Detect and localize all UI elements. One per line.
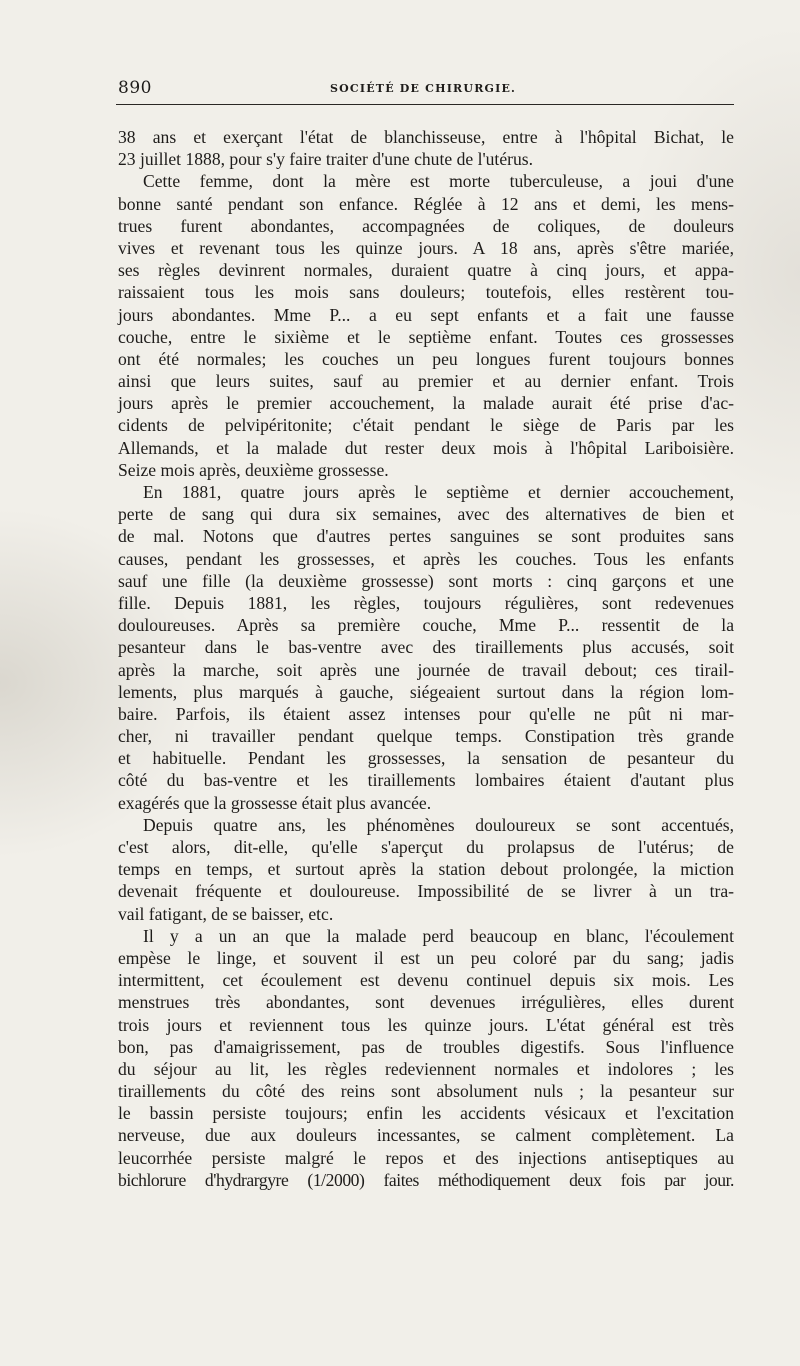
text-line: bon, pas d'amaigrissement, pas de troubles digestifs. Sous l'influence: [118, 1036, 734, 1057]
text-line: de mal. Notons que d'autres pertes sanguines se sont produites sans: [118, 526, 734, 547]
text-line: lements, plus marqués à gauche, siégeaient surtout dans la région lom-: [118, 681, 734, 702]
text-line: pesanteur dans le bas-ventre avec des tiraillements plus accusés, soit: [118, 637, 734, 658]
text-line: Seize mois après, deuxième grossesse.: [118, 459, 389, 480]
header-rule: [116, 104, 734, 105]
text-line: 23 juillet 1888, pour s'y faire traiter d'une chute de l'utérus.: [118, 149, 534, 170]
text-line: jours abondantes. Mme P... a eu sept enfants et a fait une fausse: [118, 304, 734, 325]
text-line: temps en temps, et surtout après la station debout prolongée, la miction: [118, 859, 734, 880]
body-text: [118, 126, 734, 1191]
text-line: baire. Parfois, ils étaient assez intenses pour qu'elle ne pût ni mar-: [118, 703, 734, 724]
text-line: bichlorure d'hydrargyre (1/2000) faites méthodiquement deux fois par jour.: [118, 1169, 734, 1190]
text-line: bonne santé pendant son enfance. Réglée à 12 ans et demi, les mens-: [118, 193, 734, 214]
text-line: jours après le premier accouchement, la malade aurait été prise d'ac-: [118, 393, 734, 414]
text-line: cidents de pelvipéritonite; c'était pendant le siège de Paris par les: [118, 415, 734, 436]
text-line: raissaient tous les mois sans douleurs; toutefois, elles restèrent tou-: [118, 282, 734, 303]
text-line: 38 ans et exerçant l'état de blanchisseuse, entre à l'hôpital Bichat, le: [118, 127, 734, 147]
text-line: côté du bas-ventre et les tiraillements lombaires étaient d'autant plus: [118, 770, 734, 791]
text-line: nerveuse, due aux douleurs incessantes, se calment complètement. La: [118, 1125, 734, 1146]
text-line: causes, pendant les grossesses, et après les couches. Tous les enfants: [118, 548, 734, 569]
text-line: ont été normales; les couches un peu longues furent toujours bonnes: [118, 348, 734, 369]
text-line: Cette femme, dont la mère est morte tuberculeuse, a joui d'une: [143, 171, 734, 192]
text-line: le bassin persiste toujours; enfin les accidents vésicaux et l'excitation: [118, 1103, 734, 1124]
text-line: intermittent, cet écoulement est devenu continuel depuis six mois. Les: [118, 970, 734, 991]
page-header: [118, 78, 732, 100]
text-line: exagérés que la grossesse était plus avancée.: [118, 792, 432, 813]
text-line: et habituelle. Pendant les grossesses, la sensation de pesanteur du: [118, 748, 734, 769]
text-line: Allemands, et la malade dut rester deux mois à l'hôpital Lariboisière.: [118, 437, 734, 458]
text-line: menstrues très abondantes, sont devenues irrégulières, elles durent: [118, 992, 734, 1013]
text-line: fille. Depuis 1881, les règles, toujours régulières, sont redevenues: [118, 592, 734, 613]
text-line: cher, ni travailler pendant quelque temps. Constipation très grande: [118, 726, 734, 747]
text-line: trues furent abondantes, accompagnées de coliques, de douleurs: [118, 215, 734, 236]
text-line: sauf une fille (la deuxième grossesse) sont morts : cinq garçons et une: [118, 570, 734, 591]
text-line: du séjour au lit, les règles redeviennent normales et indolores ; les: [118, 1058, 734, 1079]
text-line: Il y a un an que la malade perd beaucoup en blanc, l'écoulement: [143, 925, 734, 946]
running-title: SOCIÉTÉ DE CHIRURGIE.: [330, 82, 517, 95]
text-line: trois jours et reviennent tous les quinze jours. L'état général est très: [118, 1014, 734, 1035]
text-line: perte de sang qui dura six semaines, avec des alternatives de bien et: [118, 504, 734, 525]
text-line: ses règles devinrent normales, duraient quatre à cinq jours, et appa-: [118, 260, 734, 281]
text-line: devenait fréquente et douloureuse. Impossibilité de se livrer à un tra-: [118, 881, 734, 902]
text-line: vives et revenant tous les quinze jours. A 18 ans, après s'être mariée,: [118, 237, 734, 258]
text-line: tiraillements du côté des reins sont absolument nuls ; la pesanteur sur: [118, 1081, 734, 1102]
text-line: après la marche, soit après une journée de travail debout; ces tirail-: [118, 659, 734, 680]
text-line: c'est alors, dit-elle, qu'elle s'aperçut du prolapsus de l'utérus; de: [118, 837, 734, 857]
text-line: En 1881, quatre jours après le septième et dernier accouchement,: [143, 482, 734, 502]
text-line: Depuis quatre ans, les phénomènes douloureux se sont accentués,: [143, 814, 734, 835]
text-line: ainsi que leurs suites, sauf au premier et au dernier enfant. Trois: [118, 371, 734, 392]
text-line: couche, entre le sixième et le septième enfant. Toutes ces grossesses: [118, 326, 734, 347]
text-line: empèse le linge, et souvent il est un peu coloré par du sang; jadis: [118, 947, 734, 968]
page-number: 890: [118, 78, 152, 98]
text-line: vail fatigant, de se baisser, etc.: [118, 903, 334, 924]
text-line: douloureuses. Après sa première couche, Mme P... ressentit de la: [118, 615, 734, 636]
text-line: leucorrhée persiste malgré le repos et des injections antiseptiques au: [118, 1147, 734, 1168]
